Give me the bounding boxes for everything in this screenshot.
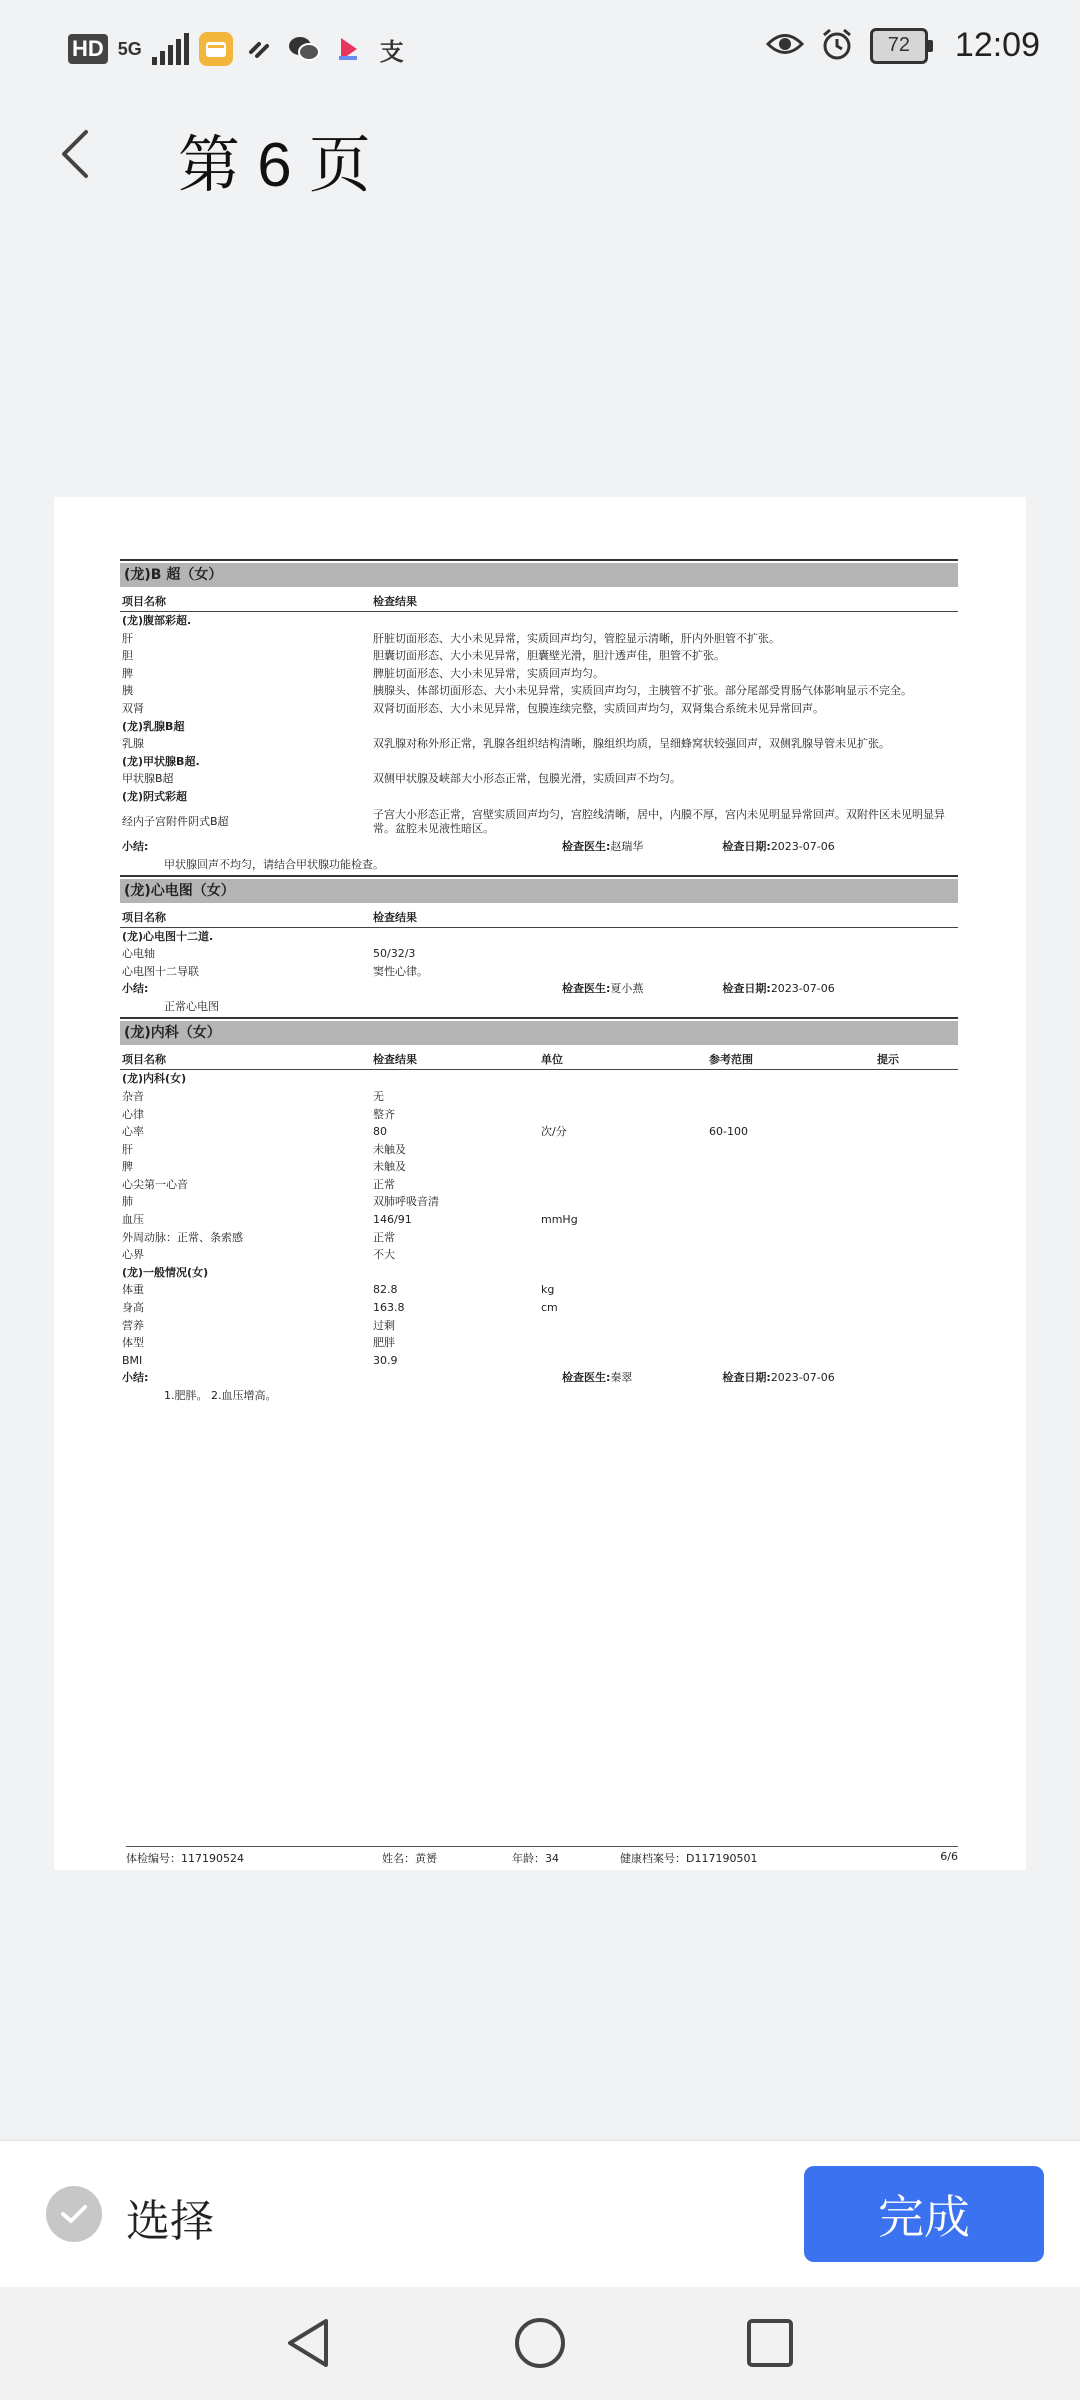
table-row: BMI 30.9	[122, 1353, 398, 1367]
select-checkbox[interactable]	[46, 2186, 102, 2242]
section-summary: 小结: 检查医生: 夏小燕 检查日期: 2023-07-06	[122, 982, 835, 996]
hd-icon: HD	[68, 34, 108, 64]
eye-icon	[766, 31, 804, 61]
system-nav-bar	[0, 2287, 1080, 2400]
table-row: (龙)腹部彩超.	[122, 614, 192, 627]
alarm-icon	[820, 27, 854, 65]
page-title: 第 6 页	[178, 131, 371, 200]
table-row: 甲状腺B超 双侧甲状腺及峡部大小形态正常，包膜光滑，实质回声不均匀。	[122, 772, 681, 786]
table-row: (龙)一般情况(女)	[122, 1265, 209, 1279]
record-number: 健康档案号：D117190501	[620, 1852, 758, 1865]
nav-recents-icon[interactable]	[744, 2315, 796, 2375]
status-bar	[0, 0, 1080, 104]
table-row: 心电轴 50/32/3	[122, 947, 416, 961]
back-icon[interactable]	[56, 126, 96, 182]
alipay-icon: 支	[379, 37, 404, 66]
table-row: 体重 82.8 kg	[122, 1283, 555, 1297]
battery-icon	[870, 28, 933, 64]
table-row: (龙)心电图十二道.	[122, 929, 214, 943]
table-row: (龙)阴式彩超	[122, 789, 188, 803]
nav-home-icon[interactable]	[512, 2315, 568, 2375]
exam-number: 体检编号：117190524	[126, 1852, 244, 1865]
patient-age: 年龄：34	[512, 1852, 559, 1865]
section-summary: 小结: 检查医生: 赵瑞华 检查日期: 2023-07-06	[122, 839, 835, 853]
summary-text: 甲状腺回声不均匀，请结合甲状腺功能检查。	[120, 856, 958, 877]
clock: 12:09	[954, 26, 1040, 64]
link-icon	[243, 32, 277, 66]
battery-level: 72	[870, 28, 928, 64]
done-button[interactable]: 完成	[804, 2166, 1044, 2262]
page-footer	[126, 1846, 958, 1866]
table-row: 肝 肝脏切面形态、大小未见异常，实质回声均匀，管腔显示清晰，肝内外胆管不扩张。	[122, 631, 780, 645]
table-row: 体型 肥胖	[122, 1336, 395, 1350]
table-row: 心电图十二导联 窦性心律。	[122, 964, 428, 978]
table-row: 身高 163.8 cm	[122, 1301, 558, 1315]
nav-back-icon[interactable]	[282, 2315, 334, 2375]
table-row: 脾 未触及	[122, 1160, 406, 1174]
table-row: 心界 不大	[122, 1248, 395, 1262]
section-title-ecg: (龙)心电图（女）	[120, 879, 958, 903]
check-icon	[59, 2202, 89, 2226]
table-row: 营养 过剩	[122, 1318, 395, 1332]
table-row: (龙)内科(女)	[122, 1072, 187, 1086]
wallet-icon	[199, 32, 233, 66]
table-row: 肺 双肺呼吸音清	[122, 1195, 439, 1209]
table-row: (龙)甲状腺B超.	[122, 754, 200, 768]
table-row: 经内子宫附件阴式B超 子宫大小形态正常，宫壁实质回声均匀，宫腔线清晰，居中，内膜不厚，宫内未见明显异常回声。双附件区未见明显异常。盆腔未见液性暗区。	[122, 807, 945, 835]
bottom-action-bar	[0, 2140, 1080, 2288]
signal-icon	[152, 33, 189, 65]
table-row: 心率 80 次/分 60-100	[122, 1125, 748, 1139]
table-row: 血压 146/91 mmHg	[122, 1213, 578, 1227]
wechat-icon	[287, 32, 321, 66]
video-app-icon	[331, 32, 365, 66]
table-row: 杂音 无	[122, 1089, 384, 1103]
table-row: 双肾 双肾切面形态、大小未见异常，包膜连续完整，实质回声均匀，双肾集合系统未见异常回声。	[122, 701, 824, 715]
report-content	[120, 559, 958, 1406]
table-row: 心尖第一心音 正常	[122, 1177, 395, 1191]
table-row: 胰 胰腺头、体部切面形态、大小未见异常，实质回声均匀，主胰管不扩张。部分尾部受胃肠气体影响显示不完全。	[122, 684, 912, 698]
section-summary: 小结: 检查医生: 秦翠 检查日期: 2023-07-06	[122, 1371, 835, 1385]
section-title-internal: (龙)内科（女）	[120, 1021, 958, 1045]
table-header: 项目名称 检查结果	[120, 587, 958, 612]
document-page	[54, 497, 1026, 1870]
table-row: (龙)乳腺B超	[122, 719, 185, 733]
section-title-ultrasound: (龙)B 超（女）	[120, 563, 958, 587]
table-row: 胆 胆囊切面形态、大小未见异常，胆囊壁光滑，胆汁透声佳，胆管不扩张。	[122, 649, 725, 663]
table-header: 项目名称 检查结果	[120, 903, 958, 928]
summary-text: 正常心电图	[120, 998, 958, 1019]
table-row: 肝 未触及	[122, 1142, 406, 1156]
table-row: 外周动脉：正常、条索感 正常	[122, 1230, 395, 1244]
summary-text: 1.肥胖。 2.血压增高。	[164, 1389, 277, 1403]
network-type: 5G	[117, 39, 142, 59]
patient-name: 姓名：黄赟	[382, 1852, 437, 1865]
table-row: 乳腺 双乳腺对称外形正常，乳腺各组织结构清晰，腺组织均质，呈细蜂窝状较强回声，双侧乳腺导管未见扩张。	[122, 737, 890, 751]
select-label[interactable]: 选择	[126, 2197, 214, 2246]
page-number: 6/6	[940, 1850, 958, 1863]
table-row: 脾 脾脏切面形态、大小未见异常，实质回声均匀。	[122, 666, 604, 680]
table-header: 项目名称 检查结果 单位 参考范围 提示	[120, 1045, 958, 1070]
table-row: 心律 整齐	[122, 1107, 395, 1121]
